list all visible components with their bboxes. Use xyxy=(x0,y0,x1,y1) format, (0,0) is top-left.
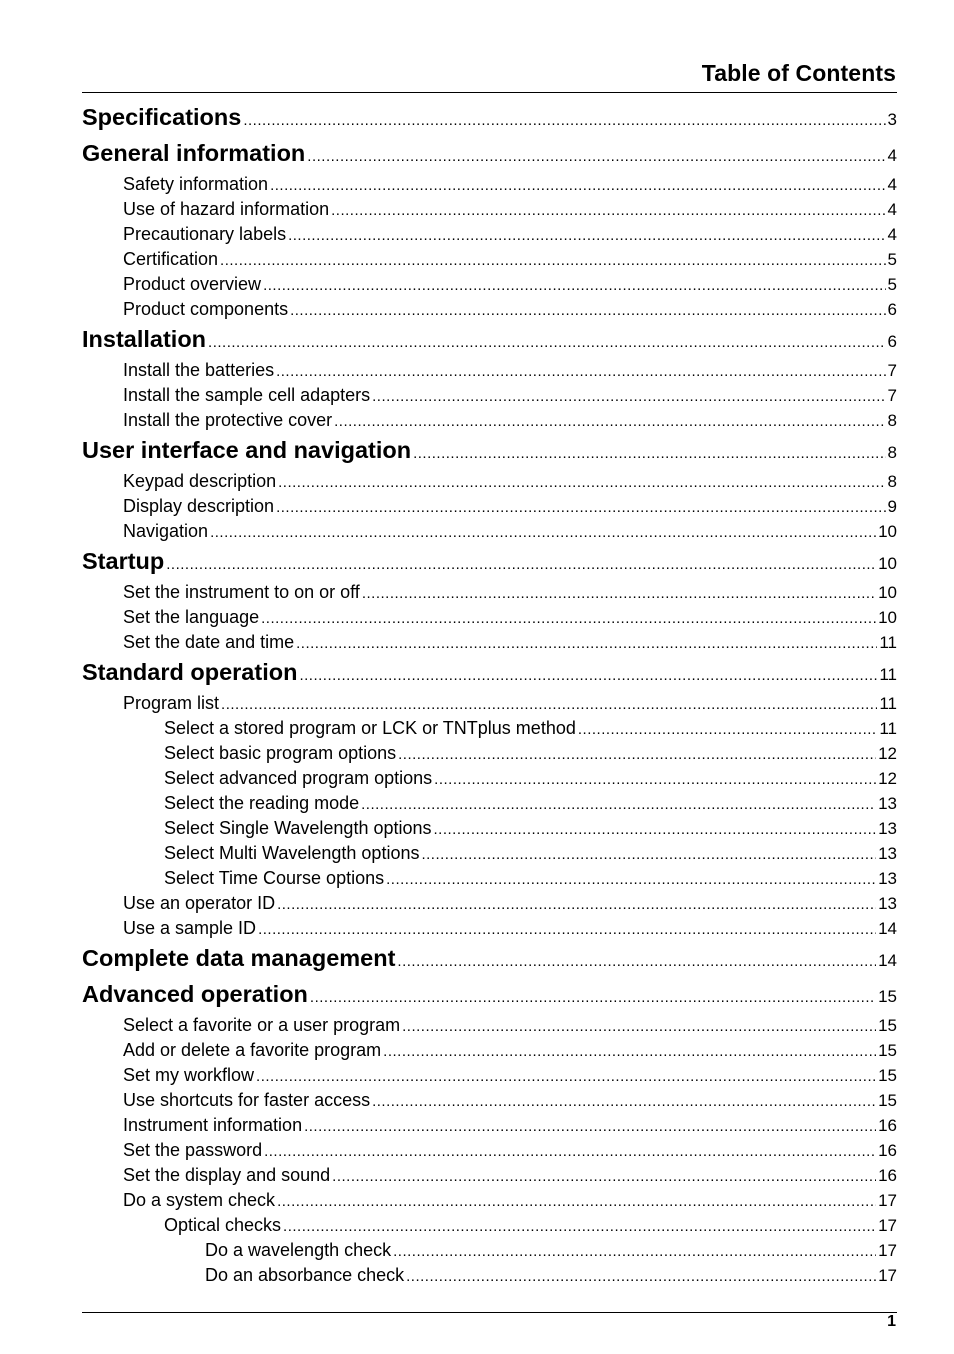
dot-leader xyxy=(166,556,876,573)
toc-section-entry[interactable] xyxy=(82,693,897,718)
toc-entry-title: Do an absorbance check xyxy=(205,1265,405,1285)
dot-leader xyxy=(277,896,876,913)
dot-leader xyxy=(362,585,876,602)
toc-entry-title: Select Multi Wavelength options xyxy=(164,843,420,863)
toc-entry-title: Install the sample cell adapters xyxy=(123,385,371,405)
dot-leader xyxy=(221,696,877,713)
toc-entry-title: Complete data management xyxy=(82,945,396,971)
dot-leader xyxy=(393,1243,876,1260)
dot-leader xyxy=(258,921,876,938)
toc-entry-title: Keypad description xyxy=(123,471,277,491)
toc-chapter-entry[interactable] xyxy=(82,546,897,582)
toc-entry-title: Use a sample ID xyxy=(123,918,257,938)
dot-leader xyxy=(290,302,885,319)
toc-section-entry[interactable] xyxy=(82,1090,897,1115)
toc-section-entry[interactable] xyxy=(82,868,897,893)
dot-leader xyxy=(578,721,877,738)
toc-section-entry[interactable] xyxy=(82,893,897,918)
toc-entry-page-number: 15 xyxy=(878,987,897,1006)
toc-entry-title: Safety information xyxy=(123,174,269,194)
toc-section-entry[interactable] xyxy=(82,360,897,385)
toc-entry-title: Select Single Wavelength options xyxy=(164,818,432,838)
toc-entry-page-number: 10 xyxy=(878,554,897,573)
toc-entry-page-number: 4 xyxy=(887,146,897,165)
toc-section-entry[interactable] xyxy=(82,718,897,743)
toc-entry-title: Use an operator ID xyxy=(123,893,276,913)
toc-entry-page-number: 10 xyxy=(878,522,897,541)
toc-entry-title: Display description xyxy=(123,496,275,516)
toc-section-entry[interactable] xyxy=(82,249,897,274)
dot-leader xyxy=(307,148,885,165)
toc-entry-page-number: 15 xyxy=(878,1041,897,1060)
dot-leader xyxy=(304,1118,876,1135)
toc-chapter-entry[interactable] xyxy=(82,138,897,174)
dot-leader xyxy=(383,1043,876,1060)
toc-entry-page-number: 13 xyxy=(878,894,897,913)
toc-entry-page-number: 12 xyxy=(878,769,897,788)
toc-chapter-entry[interactable] xyxy=(82,102,897,138)
toc-entry-page-number: 9 xyxy=(887,497,897,516)
page-number: 1 xyxy=(887,1313,896,1330)
toc-entry-page-number: 3 xyxy=(887,110,897,129)
toc-entry-page-number: 6 xyxy=(887,332,897,351)
toc-entry-page-number: 4 xyxy=(887,175,897,194)
toc-entry-page-number: 17 xyxy=(878,1216,897,1235)
toc-entry-page-number: 13 xyxy=(878,794,897,813)
toc-entry-title: Specifications xyxy=(82,104,242,130)
toc-entry-title: Product components xyxy=(123,299,289,319)
toc-section-entry[interactable] xyxy=(82,496,897,521)
toc-entry-page-number: 5 xyxy=(887,275,897,294)
toc-entry-title: Installation xyxy=(82,326,207,352)
toc-section-entry[interactable] xyxy=(82,1040,897,1065)
toc-entry-title: Advanced operation xyxy=(82,981,308,1007)
toc-entry-page-number: 8 xyxy=(887,472,897,491)
toc-entry-title: Navigation xyxy=(123,521,209,541)
toc-entry-page-number: 7 xyxy=(887,361,897,380)
toc-section-entry[interactable] xyxy=(82,1265,897,1290)
dot-leader xyxy=(299,667,877,684)
dot-leader xyxy=(278,474,885,491)
dot-leader xyxy=(397,953,876,970)
toc-section-entry[interactable] xyxy=(82,299,897,324)
dot-leader xyxy=(276,363,885,380)
toc-entry-title: Select a stored program or LCK or TNTplus method xyxy=(164,718,576,738)
header-rule xyxy=(82,92,897,93)
toc-entry-page-number: 10 xyxy=(878,583,897,602)
dot-leader xyxy=(243,112,885,129)
dot-leader xyxy=(270,177,885,194)
toc-entry-page-number: 12 xyxy=(878,744,897,763)
dot-leader xyxy=(208,334,885,351)
toc-chapter-entry[interactable] xyxy=(82,324,897,360)
toc-entry-title: Do a wavelength check xyxy=(205,1240,392,1260)
toc-chapter-entry[interactable] xyxy=(82,979,897,1015)
toc-entry-title: Use shortcuts for faster access xyxy=(123,1090,371,1110)
dot-leader xyxy=(210,524,876,541)
footer-rule xyxy=(82,1312,897,1313)
toc-entry-title: Set my workflow xyxy=(123,1065,255,1085)
toc-chapter-entry[interactable] xyxy=(82,435,897,471)
toc-section-entry[interactable] xyxy=(82,199,897,224)
toc-section-entry[interactable] xyxy=(82,1140,897,1165)
toc-entry-page-number: 13 xyxy=(878,844,897,863)
toc-section-entry[interactable] xyxy=(82,607,897,632)
dot-leader xyxy=(372,1093,876,1110)
toc-section-entry[interactable] xyxy=(82,1215,897,1240)
toc-section-entry[interactable] xyxy=(82,471,897,496)
toc-section-entry[interactable] xyxy=(82,1240,897,1265)
toc-entry-page-number: 7 xyxy=(887,386,897,405)
toc-section-entry[interactable] xyxy=(82,1115,897,1140)
toc-section-entry[interactable] xyxy=(82,1015,897,1040)
toc-entry-page-number: 13 xyxy=(878,869,897,888)
toc-entry-page-number: 11 xyxy=(879,633,897,652)
toc-entry-page-number: 14 xyxy=(878,951,897,970)
toc-entry-page-number: 16 xyxy=(878,1166,897,1185)
toc-entry-title: Install the batteries xyxy=(123,360,275,380)
toc-entry-title: User interface and navigation xyxy=(82,437,412,463)
dot-leader xyxy=(402,1018,876,1035)
toc-entry-page-number: 5 xyxy=(887,250,897,269)
toc-entry-title: Product overview xyxy=(123,274,262,294)
toc-entry-title: Set the display and sound xyxy=(123,1165,331,1185)
toc-entry-page-number: 15 xyxy=(878,1066,897,1085)
toc-entry-page-number: 17 xyxy=(878,1241,897,1260)
toc-entry-page-number: 11 xyxy=(879,694,897,713)
toc-entry-title: Set the instrument to on or off xyxy=(123,582,360,602)
dot-leader xyxy=(406,1268,876,1285)
toc-section-entry[interactable] xyxy=(82,174,897,199)
page-title: Table of Contents xyxy=(701,60,896,86)
toc-entry-title: Instrument information xyxy=(123,1115,303,1135)
toc-entry-title: Certification xyxy=(123,249,219,269)
toc-section-entry[interactable] xyxy=(82,582,897,607)
dot-leader xyxy=(434,771,876,788)
toc-section-entry[interactable] xyxy=(82,1065,897,1090)
toc-entry-title: Do a system check xyxy=(123,1190,276,1210)
toc-section-entry[interactable] xyxy=(82,224,897,249)
toc-entry-title: Set the password xyxy=(123,1140,263,1160)
toc-entry-title: Select advanced program options xyxy=(164,768,433,788)
toc-entry-page-number: 17 xyxy=(878,1266,897,1285)
toc-entry-page-number: 15 xyxy=(878,1091,897,1110)
toc-entry-title: Standard operation xyxy=(82,659,298,685)
toc-section-entry[interactable] xyxy=(82,410,897,435)
dot-leader xyxy=(276,499,885,516)
toc-section-entry[interactable] xyxy=(82,793,897,818)
dot-leader xyxy=(434,821,877,838)
dot-leader xyxy=(256,1068,876,1085)
dot-leader xyxy=(332,1168,876,1185)
dot-leader xyxy=(263,277,885,294)
toc-section-entry[interactable] xyxy=(82,743,897,768)
toc-entry-page-number: 8 xyxy=(887,443,897,462)
toc-entry-page-number: 10 xyxy=(878,608,897,627)
dot-leader xyxy=(413,445,885,462)
dot-leader xyxy=(261,610,876,627)
toc-entry-title: Set the date and time xyxy=(123,632,295,652)
toc-entry-page-number: 11 xyxy=(879,719,897,738)
dot-leader xyxy=(310,989,876,1006)
dot-leader xyxy=(277,1193,876,1210)
toc-entry-page-number: 11 xyxy=(879,665,897,684)
toc-entry-page-number: 14 xyxy=(878,919,897,938)
toc-entry-title: Install the protective cover xyxy=(123,410,333,430)
dot-leader xyxy=(288,227,885,244)
toc-section-entry[interactable] xyxy=(82,521,897,546)
toc-entry-page-number: 4 xyxy=(887,225,897,244)
toc-entry-title: Startup xyxy=(82,548,165,574)
toc-entry-title: Select Time Course options xyxy=(164,868,385,888)
dot-leader xyxy=(334,413,885,430)
dot-leader xyxy=(386,871,876,888)
toc-chapter-entry[interactable] xyxy=(82,657,897,693)
toc-section-entry[interactable] xyxy=(82,385,897,410)
toc-entry-title: Add or delete a favorite program xyxy=(123,1040,382,1060)
toc-entry-page-number: 4 xyxy=(887,200,897,219)
toc-entry-page-number: 15 xyxy=(878,1016,897,1035)
dot-leader xyxy=(421,846,876,863)
dot-leader xyxy=(361,796,876,813)
dot-leader xyxy=(398,746,876,763)
toc-entry-title: Use of hazard information xyxy=(123,199,330,219)
dot-leader xyxy=(220,252,885,269)
toc-entry-title: Select the reading mode xyxy=(164,793,360,813)
toc-section-entry[interactable] xyxy=(82,918,897,943)
toc-entry-title: Precautionary labels xyxy=(123,224,287,244)
toc-chapter-entry[interactable] xyxy=(82,943,897,979)
toc-entry-page-number: 13 xyxy=(878,819,897,838)
toc-entry-title: General information xyxy=(82,140,306,166)
toc-section-entry[interactable] xyxy=(82,843,897,868)
toc-entry-title: Set the language xyxy=(123,607,260,627)
toc-entry-page-number: 6 xyxy=(887,300,897,319)
toc-section-entry[interactable] xyxy=(82,818,897,843)
toc-entry-page-number: 16 xyxy=(878,1116,897,1135)
dot-leader xyxy=(372,388,885,405)
toc-section-entry[interactable] xyxy=(82,768,897,793)
toc-entry-title: Select a favorite or a user program xyxy=(123,1015,401,1035)
dot-leader xyxy=(264,1143,876,1160)
toc-section-entry[interactable] xyxy=(82,632,897,657)
toc-entry-title: Select basic program options xyxy=(164,743,397,763)
toc-section-entry[interactable] xyxy=(82,1165,897,1190)
toc-entry-title: Optical checks xyxy=(164,1215,282,1235)
toc-entry-title: Program list xyxy=(123,693,220,713)
toc-section-entry[interactable] xyxy=(82,1190,897,1215)
table-of-contents xyxy=(82,102,897,1290)
dot-leader xyxy=(283,1218,876,1235)
dot-leader xyxy=(296,635,877,652)
dot-leader xyxy=(331,202,885,219)
toc-entry-page-number: 17 xyxy=(878,1191,897,1210)
toc-entry-page-number: 8 xyxy=(887,411,897,430)
toc-section-entry[interactable] xyxy=(82,274,897,299)
toc-entry-page-number: 16 xyxy=(878,1141,897,1160)
